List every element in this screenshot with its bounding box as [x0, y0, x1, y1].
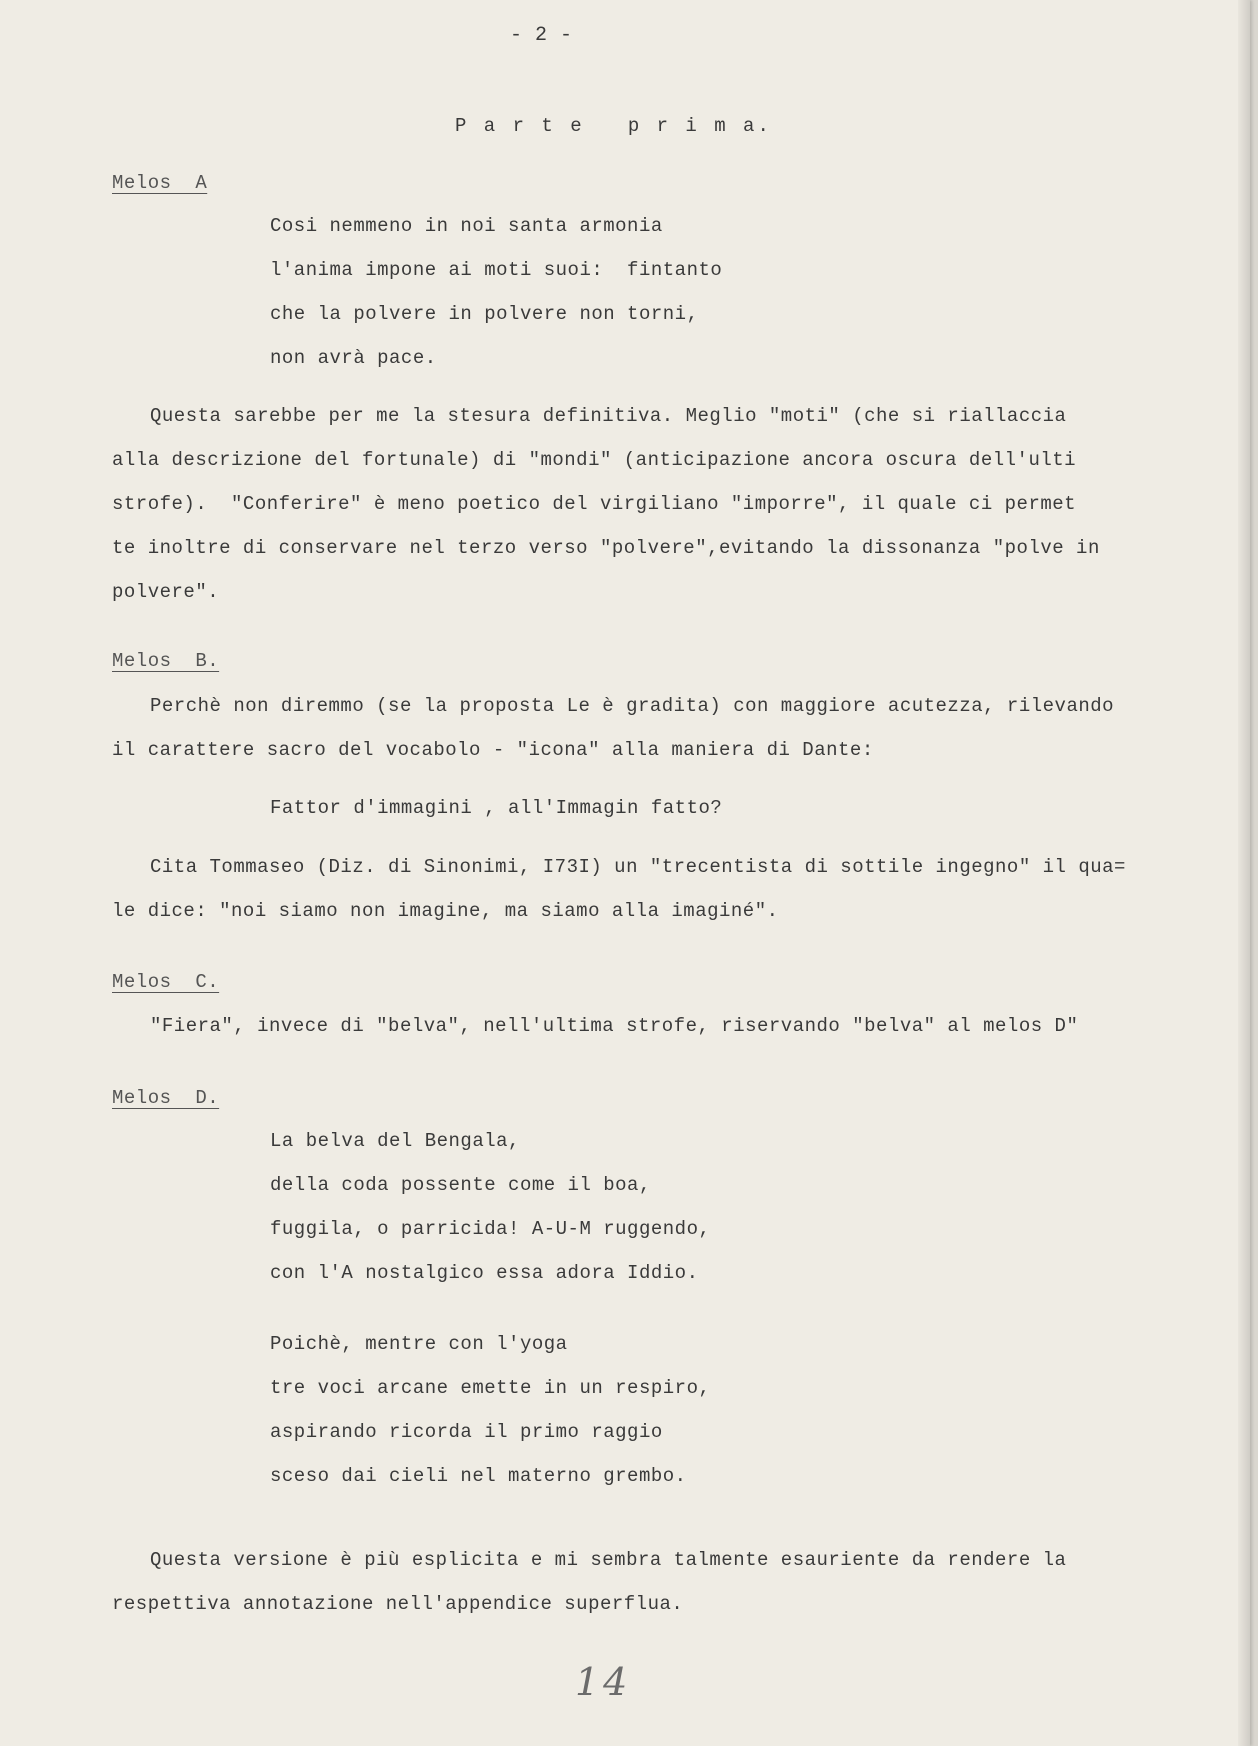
verse-line: aspirando ricorda il primo raggio: [270, 1421, 663, 1443]
verse-line: Cosi nemmeno in noi santa armonia: [270, 215, 663, 237]
commentary-line: Perchè non diremmo (se la proposta Le è gradita) con maggiore acutezza, rilevando: [150, 695, 1115, 717]
verse-line: non avrà pace.: [270, 347, 437, 369]
commentary-line: strofe). "Conferire" è meno poetico del virgiliano "imporre", il quale ci permet: [112, 493, 1077, 515]
verse-line: che la polvere in polvere non torni,: [270, 303, 699, 325]
handwritten-page-number: 14: [575, 1660, 632, 1704]
commentary-line: te inoltre di conservare nel terzo verso "polvere",evitando la dissonanza "polve in: [112, 537, 1100, 559]
commentary-line: Questa sarebbe per me la stesura definitiva. Meglio "moti" (che si riallaccia: [150, 405, 1067, 427]
commentary-line: Cita Tommaseo (Diz. di Sinonimi, I73I) un "trecentista di sottile ingegno" il qua=: [150, 856, 1126, 878]
section-title: P a r t e p r i m a.: [455, 115, 772, 137]
verse-line: tre voci arcane emette in un respiro,: [270, 1377, 711, 1399]
commentary-line: alla descrizione del fortunale) di "mondi" (anticipazione ancora oscura dell'ulti: [112, 449, 1077, 471]
commentary-line: polvere".: [112, 581, 220, 603]
melos-b-heading: Melos B.: [112, 650, 220, 672]
paper-edge: [1238, 0, 1250, 1746]
verse-line: della coda possente come il boa,: [270, 1174, 651, 1196]
verse-line: La belva del Bengala,: [270, 1130, 520, 1152]
page-number: - 2 -: [510, 24, 573, 47]
dante-quote: Fattor d'immagini , all'Immagin fatto?: [270, 797, 723, 819]
verse-line: l'anima impone ai moti suoi: fintanto: [270, 259, 723, 281]
commentary-line: il carattere sacro del vocabolo - "icona" alla maniera di Dante:: [112, 739, 874, 761]
verse-line: sceso dai cieli nel materno grembo.: [270, 1465, 687, 1487]
closing-line: respettiva annotazione nell'appendice superflua.: [112, 1593, 684, 1615]
commentary-line: le dice: "noi siamo non imagine, ma siamo alla imaginé".: [112, 900, 779, 922]
melos-c-heading: Melos C.: [112, 971, 220, 993]
verse-line: fuggila, o parricida! A-U-M ruggendo,: [270, 1218, 711, 1240]
melos-d-heading: Melos D.: [112, 1087, 220, 1109]
melos-a-heading: Melos A: [112, 172, 208, 194]
closing-line: Questa versione è più esplicita e mi sembra talmente esauriente da rendere la: [150, 1549, 1067, 1571]
verse-line: con l'A nostalgico essa adora Iddio.: [270, 1262, 699, 1284]
commentary-line: "Fiera", invece di "belva", nell'ultima strofe, riservando "belva" al melos D": [150, 1015, 1079, 1037]
verse-line: Poichè, mentre con l'yoga: [270, 1333, 568, 1355]
